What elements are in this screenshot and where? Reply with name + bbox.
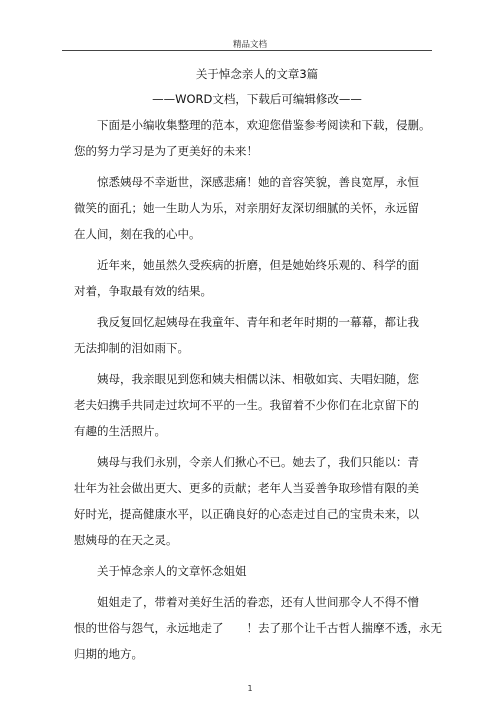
section-heading — [74, 558, 426, 584]
paragraph — [74, 449, 426, 553]
page-header-label: 精品文档 — [232, 40, 267, 50]
paragraph-line: 好时光，提高健康水平，以正确良好的心态走过自己的宝贵未来，以 — [74, 507, 419, 521]
document-title: 关于悼念亲人的文章3篇 — [195, 67, 319, 81]
page-number: 1 — [247, 684, 253, 693]
paragraph-line: 归期的地方。 — [74, 647, 143, 661]
paragraph-line: 无法抑制的泪如雨下。 — [74, 341, 189, 355]
paragraph-line: 惊悉姨母不幸逝世，深感悲痛！她的音容笑貌，善良宽厚，永恒 — [97, 175, 419, 189]
paragraph-line: 下面是小编收集整理的范本，欢迎您借鉴参考阅读和下载，侵删。 — [97, 118, 431, 132]
paragraph-line: 姨母与我们永别，令亲人们揪心不已。她去了，我们只能以：青 — [97, 455, 419, 469]
paragraph — [74, 589, 442, 667]
paragraph-line: 恨的世俗与怨气，永远地走了 ！去了那个让千古哲人揣摩不透，永无 — [74, 621, 442, 635]
header-divider — [62, 50, 432, 51]
paragraph-line: 慰姨母的在天之灵。 — [74, 533, 178, 547]
paragraph-line: 您的努力学习是为了更美好的未来！ — [74, 144, 258, 158]
paragraph-line: 对着，争取最有效的结果。 — [74, 284, 212, 298]
paragraph-line: 近年来，她虽然久受疾病的折磨，但是她始终乐观的、科学的面 — [97, 258, 419, 272]
document-subtitle: ——WORD文档，下载后可编辑修改—— — [152, 92, 362, 106]
paragraph-line: 我反复回忆起姨母在我童年、青年和老年时期的一幕幕，都让我 — [97, 315, 419, 329]
paragraph-line: 在人间，刻在我的心中。 — [74, 227, 201, 241]
paragraph-line: 姨母，我亲眼见到您和姨夫相儒以沫、相敬如宾、夫唱妇随，您 — [97, 372, 419, 386]
section-heading-text: 关于悼念亲人的文章怀念姐姐 — [97, 564, 247, 578]
paragraph — [74, 309, 426, 361]
paragraph-line: 有趣的生活照片。 — [74, 424, 166, 438]
paragraph-line: 微笑的面孔；她一生助人为乐，对亲朋好友深切细腻的关怀，永远留 — [74, 201, 419, 215]
paragraph-line: 姐姐走了，带着对美好生活的眷恋，还有人世间那令人不得不憎 — [97, 595, 419, 609]
paragraph-line: 老夫妇携手共同走过坎坷不平的一生。我留着不少你们在北京留下的 — [74, 398, 419, 412]
paragraph — [74, 366, 426, 444]
paragraph — [74, 169, 426, 247]
document-body — [74, 62, 442, 667]
paragraph — [74, 252, 426, 304]
paragraph — [74, 112, 431, 164]
paragraph-line: 壮年为社会做出更大、更多的贡献；老年人当妥善争取珍惜有限的美 — [74, 481, 419, 495]
